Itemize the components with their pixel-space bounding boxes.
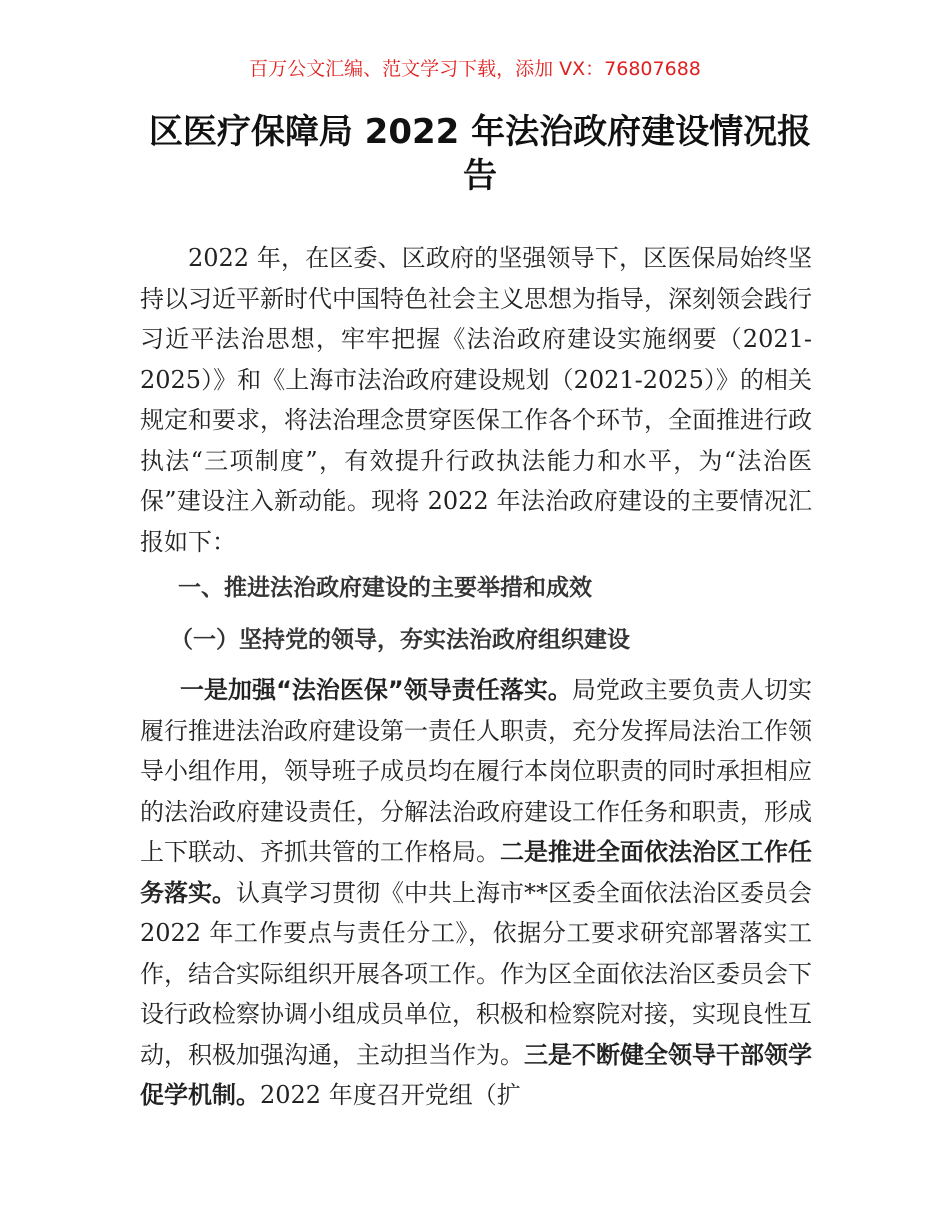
point1-text: 局党政主要负责人切实履行推进法治政府建设第一责任人职责，充分发挥局法治工作领导小组作用，领导班子成员均在履行本岗位职责的同时承担相应的法治政府建设责任，分解法治政府建设工作任务和职责，形成上下联动、齐抓共管的工作格局。 xyxy=(140,676,812,866)
subsection-heading: （一）坚持党的领导，夯实法治政府组织建设 xyxy=(170,627,630,653)
document-body xyxy=(140,238,812,1116)
section-heading: 一、推进法治政府建设的主要举措和成效 xyxy=(178,575,592,601)
intro-paragraph: 2022 年，在区委、区政府的坚强领导下，区医保局始终坚持以习近平新时代中国特色社会主义思想为指导，深刻领会践行习近平法治思想，牢牢把握《法治政府建设实施纲要（2021-2025）》和《上海市法治政府建设规划（2021-2025）》的相关规定和要求，将法治理念贯穿医保工作各个环节，全面推进行政执法“三项制度”，有效提升行政执法能力和水平，为“法治医保”建设注入新动能。现将 2022 年法治政府建设的主要情况汇报如下： xyxy=(140,244,812,556)
point1-heading: 一是加强“法治医保”领导责任落实。 xyxy=(180,676,572,704)
point2-heading: 二是推进全面依法治区工作任务落实。 xyxy=(140,838,812,907)
document-title: 区医疗保障局 2022 年法治政府建设情况报告 xyxy=(148,112,812,196)
point2-text: 认真学习贯彻《中共上海市**区委全面依法治区委员会 2022 年工作要点与责任分工》，依据分工要求研究部署落实工作，结合实际组织开展各项工作。作为区全面依法治区委员会下设行政检察协调小组成员单位，积极和检察院对接，实现良性互动，积极加强沟通，主动担当作为。 xyxy=(140,878,812,1069)
watermark-header-note: 百万公文汇编、范文学习下载，添加 VX：76807688 xyxy=(249,58,701,80)
point3-text: 2022 年度召开党组（扩 xyxy=(260,1081,521,1109)
point3-heading: 三是不断健全领导干部领学促学机制。 xyxy=(140,1040,812,1109)
body-paragraph xyxy=(140,670,812,1116)
